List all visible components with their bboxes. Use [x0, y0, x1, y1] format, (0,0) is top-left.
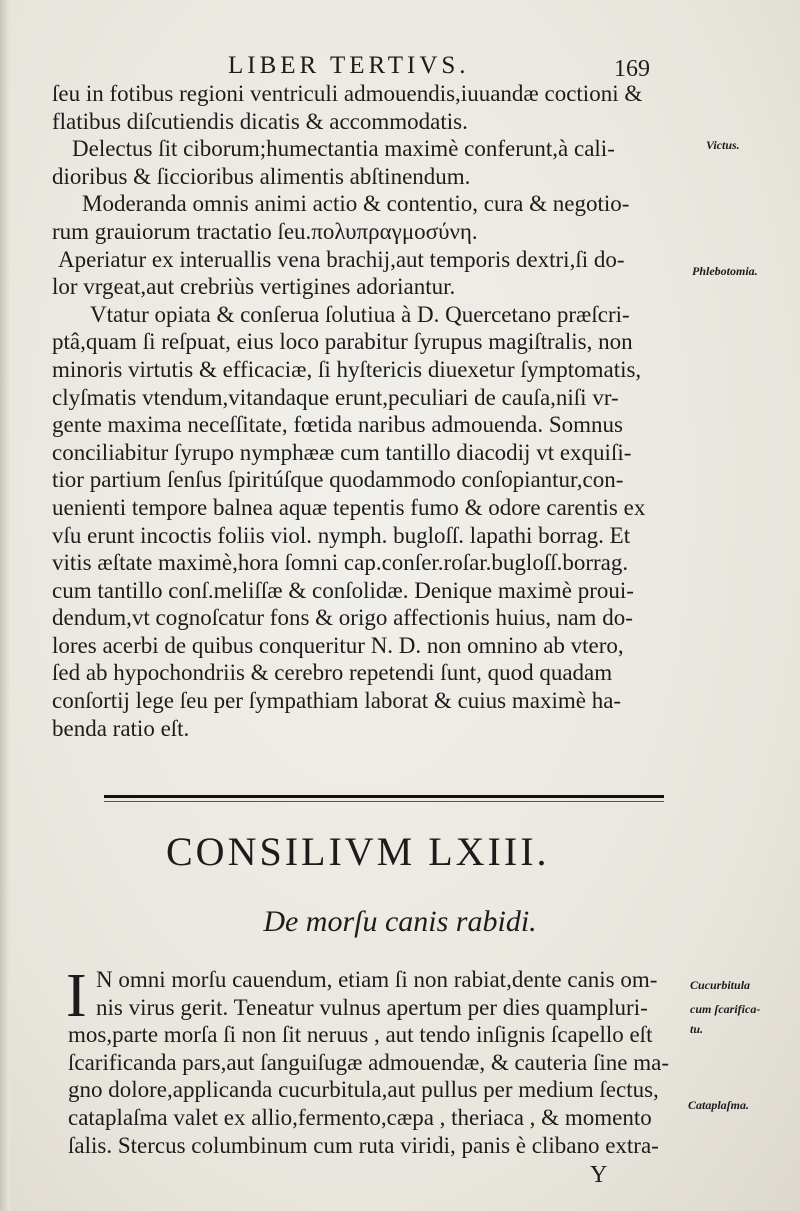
text-line: conſortij lege ſeu per ſympathiam laborat & cuius maximè ha-	[52, 688, 622, 714]
text-line: gente maxima neceſſitate, fœtida naribus admouenda. Somnus	[52, 412, 624, 438]
section-text	[66, 962, 680, 1159]
text-line: minoris virtutis & efficaciæ, ſi hyſtericis diuexetur ſymptomatis,	[52, 356, 642, 382]
text-line: tior partium ſenſus ſpiritúſque quodammodo conſopiantur,con-	[52, 467, 624, 493]
text-line: mos,parte morſa ſi non ſit neruus , aut tendo inſignis ſcapello eſt	[68, 1022, 653, 1048]
text-line: clyſmatis vtendum,vitandaque erunt,peculiari de cauſa,niſi vr-	[52, 384, 619, 410]
margin-note-cucurbitula: Cucurbitula	[690, 978, 751, 992]
section-subtitle: De morſu canis rabidi.	[263, 905, 537, 938]
text-line: ſeu in fotibus regioni ventriculi admouendis,iuuandæ coctioni &	[52, 81, 643, 106]
text-line: gno dolore,applicanda cucurbitula,aut pullus per medium ſectus,	[68, 1077, 659, 1103]
text-line: Moderanda omnis animi actio & contentio, cura & negotio-	[82, 191, 630, 217]
section-heading: CONSILIVM LXIII.	[166, 829, 550, 874]
text-line: Vtatur opiata & conſerua ſolutiua à D. Quercetano præſcri-	[90, 301, 630, 327]
text-line: ſed ab hypochondriis & cerebro repetendi ſunt, quod quadam	[52, 660, 613, 686]
text-line: Delectus ſit ciborum;humectantia maximè conferunt,à cali-	[72, 136, 615, 162]
signature-mark: Y	[590, 1162, 608, 1188]
text-line: rum grauiorum tractatio ſeu.πολυπραγμοσύνη.	[52, 218, 478, 244]
text-line: Aperiatur ex interuallis vena brachij,aut temporis dextri,ſi do-	[58, 246, 625, 272]
text-line: cum tantillo conſ.meliſſæ & conſolidæ. Denique maximè proui-	[52, 577, 634, 603]
text-line: ſcarificanda pars,aut ſanguiſugæ admouendæ, & cauteria ſine ma-	[68, 1049, 669, 1075]
running-head: LIBER TERTIVS.	[228, 52, 470, 79]
margin-note-cataplasma: Cataplaſma.	[688, 1098, 750, 1112]
margin-note-victus: Victus.	[706, 138, 740, 152]
margin-note-tu: tu.	[690, 1022, 704, 1036]
page-number: 169	[614, 56, 650, 82]
text-line: uenienti tempore balnea aquæ tepentis fumo & odore carentis ex	[52, 494, 646, 520]
section-rule-thin	[104, 801, 664, 802]
text-line: lor vrgeat,aut crebriùs vertigines adoriantur.	[52, 274, 456, 300]
text-line: dioribus & ſiccioribus alimentis abſtinendum.	[52, 163, 471, 189]
text-line: ptâ,quam ſi reſpuat, eius loco parabitur ſyrupus magiſtralis, non	[52, 329, 633, 355]
text-line: nis virus gerit. Teneatur vulnus apertum per dies quampluri-	[96, 994, 648, 1020]
text-line: vitis æſtate maximè,hora ſomni cap.conſer.roſar.bugloſſ.borrag.	[52, 550, 629, 576]
text-line: ſalis. Stercus columbinum cum ruta viridi, panis è clibano extra-	[68, 1132, 659, 1158]
section-rule	[104, 795, 664, 798]
text-line: vſu erunt incoctis foliis viol. nymph. bugloſſ. lapathi borrag. Et	[52, 522, 631, 548]
text-line: flatibus diſcutiendis dicatis & accommodatis.	[52, 108, 468, 134]
page-edge-shadow	[0, 0, 10, 1211]
text-line: dendum,vt cognoſcatur fons & origo affectionis huius, nam do-	[52, 605, 633, 631]
margin-note-scarificatu: cum ſcarifica-	[690, 1002, 761, 1016]
text-line: lores acerbi de quibus conqueritur N. D. non omnino ab vtero,	[52, 632, 624, 658]
text-line: benda ratio eſt.	[52, 715, 190, 741]
text-line: conciliabitur ſyrupo nymphææ cum tantillo diacodij vt exquiſi-	[52, 439, 632, 465]
drop-capital: I	[66, 962, 87, 1030]
text-line: N omni morſu cauendum, etiam ſi non rabiat,dente canis om-	[96, 967, 658, 992]
body-text	[52, 80, 692, 742]
text-line: cataplaſma valet ex allio,fermento,cæpa , theriaca , & momento	[68, 1104, 652, 1130]
margin-note-phlebotomia: Phlebotomia.	[692, 264, 758, 278]
